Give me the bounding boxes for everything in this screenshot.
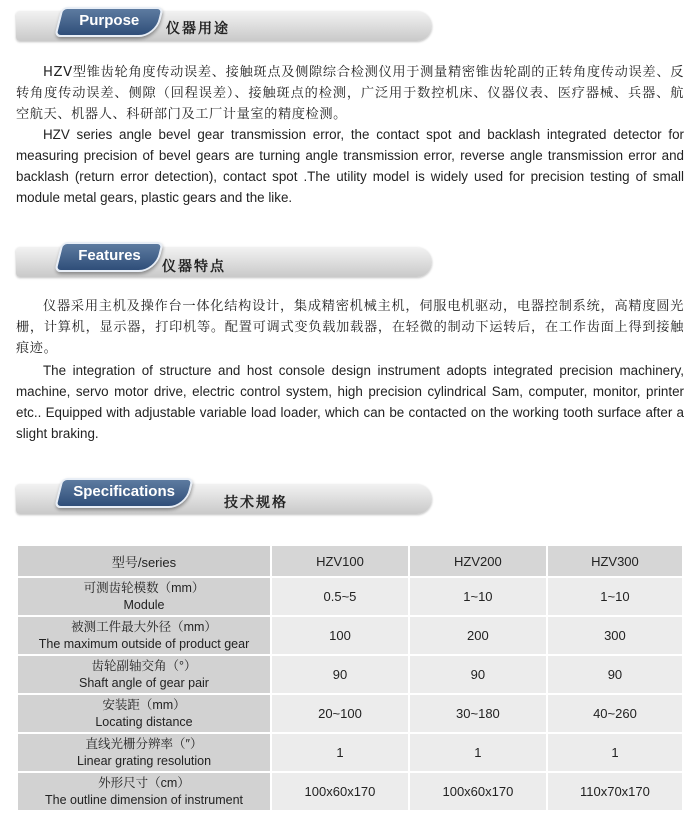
table-row: [18, 617, 682, 654]
row-label-en: Shaft angle of gear pair: [79, 675, 209, 690]
row-label: [18, 578, 270, 615]
cell-value: 90: [272, 656, 408, 693]
cell-value: 300: [548, 617, 682, 654]
row-label-cn: 外形尺寸（cm）: [98, 775, 190, 790]
table-row: [18, 578, 682, 615]
features-tag-label: Features: [77, 247, 141, 264]
cell-value: 20~100: [272, 695, 408, 732]
table-row: [18, 734, 682, 771]
cell-value: 100: [272, 617, 408, 654]
row-label-en: The outline dimension of instrument: [44, 792, 244, 807]
specs-tag-label: Specifications: [73, 483, 176, 500]
header-model-3: HZV300: [548, 546, 682, 576]
cell-value: 40~260: [548, 695, 682, 732]
cell-value: 1~10: [410, 578, 546, 615]
header-model-1: HZV100: [272, 546, 408, 576]
row-label: [18, 656, 270, 693]
purpose-paragraph-en: HZV series angle bevel gear transmission error, the contact spot and backlash integrated detector for measuring precision of bevel gears are turning angle transmission error, reverse angle transmission error and backlash (return error detection), contact spot .The utility model is widely used for precision testing of small module metal gears, plastic gears and the like.: [16, 127, 684, 205]
row-label: [18, 695, 270, 732]
specs-tag: [54, 478, 193, 508]
cell-value: 90: [548, 656, 682, 693]
features-paragraph-en: The integration of structure and host console design instrument adopts integrated precision machinery, machine, servo motor drive, electric control system, high precision cylindrical Sam, computer, monitor, printer etc.. Equipped with adjustable variable load loader, which can be contacted on the working tooth surface after a slight braking.: [16, 363, 684, 441]
cell-value: 200: [410, 617, 546, 654]
row-label-cn: 可测齿轮模数（mm）: [83, 580, 205, 595]
purpose-tag: [54, 7, 163, 37]
row-label-en: The maximum outside of product gear: [38, 636, 250, 651]
purpose-paragraph-cn: HZV型锥齿轮角度传动误差、接触斑点及侧隙综合检测仪用于测量精密锥齿轮副的正转角度传动误差、反转角度传动误差、侧隙（回程误差）、接触斑点的检测，广泛用于数控机床、仪器仪表、医疗器械、兵器、航空航天、机器人、科研部门及工厂计量室的精度检测。: [16, 65, 684, 122]
row-label-cn: 直线光栅分辨率（″）: [85, 736, 203, 751]
specs-header-row: [18, 546, 682, 576]
row-label: [18, 734, 270, 771]
row-label-en: Linear grating resolution: [76, 753, 212, 768]
specs-title-cn: 技术规格: [224, 495, 288, 511]
row-label: [18, 773, 270, 810]
cell-value: 0.5~5: [272, 578, 408, 615]
cell-value: 100x60x170: [272, 773, 408, 810]
row-label-en: Module: [123, 597, 165, 612]
cell-value: 1: [410, 734, 546, 771]
row-label-cn: 安装距（mm）: [102, 697, 186, 712]
features-paragraph-cn: 仪器采用主机及操作台一体化结构设计，集成精密机械主机，伺服电机驱动，电器控制系统，高精度圆光栅，计算机，显示器，打印机等。配置可调式变负载加载器，在轻微的制动下运转后，在工作齿面上得到接触痕迹。: [16, 299, 684, 356]
cell-value: 100x60x170: [410, 773, 546, 810]
table-row: [18, 656, 682, 693]
row-label-cn: 齿轮副轴交角（°）: [91, 658, 197, 673]
cell-value: 90: [410, 656, 546, 693]
cell-value: 1~10: [548, 578, 682, 615]
specs-table: [16, 544, 684, 812]
header-model-2: HZV200: [410, 546, 546, 576]
cell-value: 30~180: [410, 695, 546, 732]
table-row: [18, 773, 682, 810]
table-row: [18, 695, 682, 732]
cell-value: 110x70x170: [548, 773, 682, 810]
features-tag: [54, 242, 163, 272]
row-label: [18, 617, 270, 654]
header-series-label: 型号/series: [18, 546, 270, 576]
features-title-cn: 仪器特点: [162, 259, 226, 275]
row-label-cn: 被测工件最大外径（mm）: [71, 619, 217, 634]
cell-value: 1: [272, 734, 408, 771]
row-label-en: Locating distance: [95, 714, 193, 729]
cell-value: 1: [548, 734, 682, 771]
purpose-title-cn: 仪器用途: [166, 21, 230, 37]
purpose-tag-label: Purpose: [79, 12, 140, 29]
